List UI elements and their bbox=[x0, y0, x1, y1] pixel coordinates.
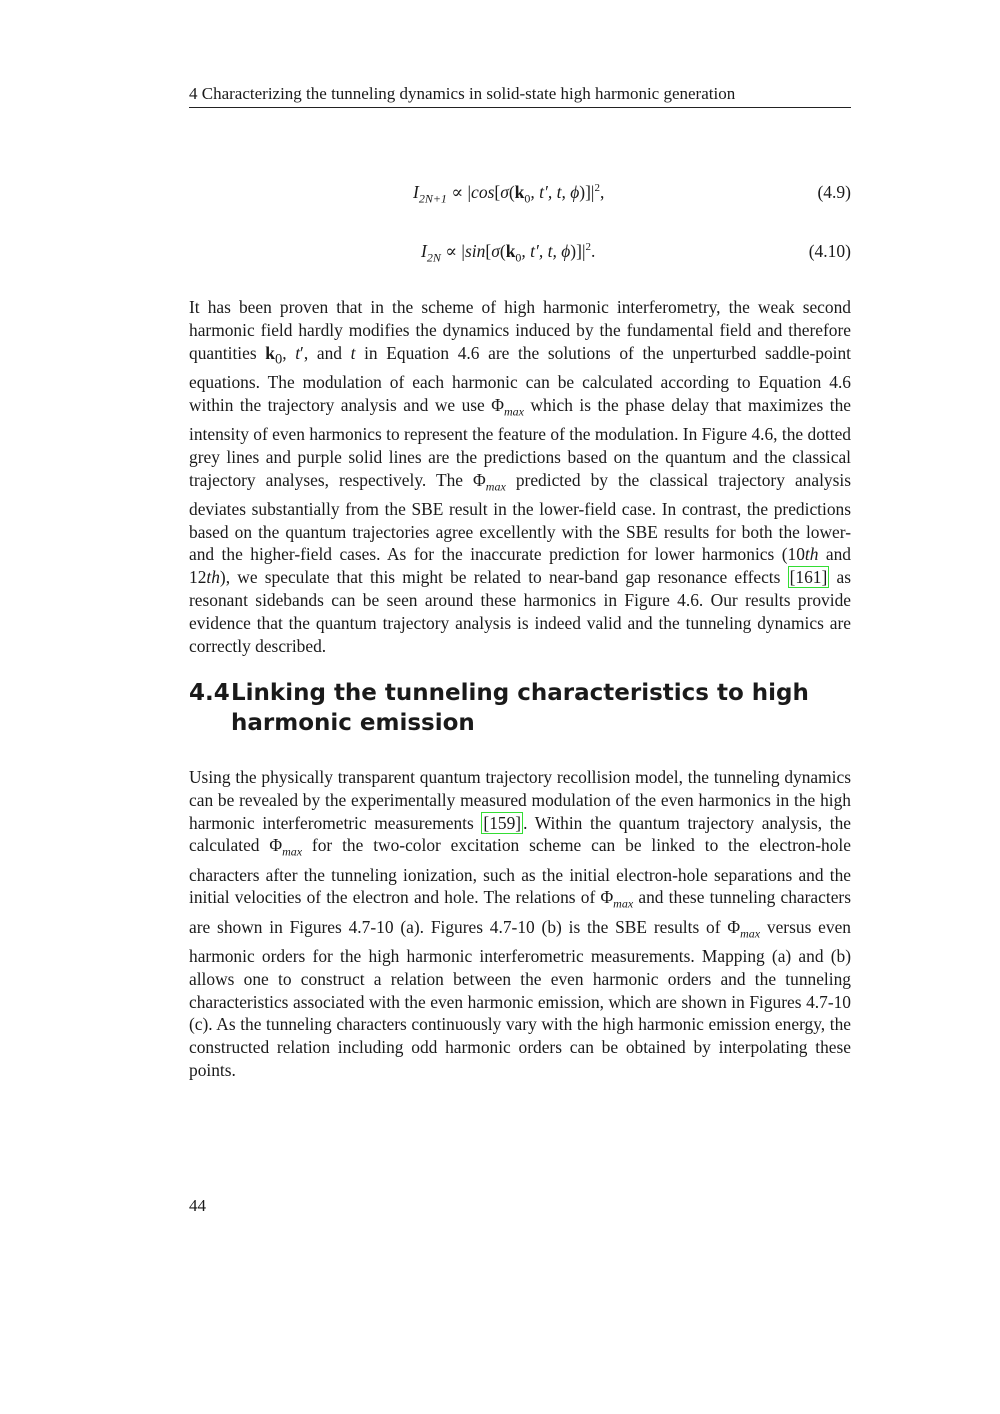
page-number: 44 bbox=[189, 1196, 206, 1215]
section-number: 4.4 bbox=[189, 680, 230, 706]
equation-4-9 bbox=[189, 182, 851, 208]
body-paragraph-1: It has been proven that in the scheme of high harmonic interferometry, the weak second harmonic field hardly modifies the dynamics induced by the fundamental field and therefore quantities $k_0$, t′, and t in Equation 4.6 are the solutions of the unperturbed saddle-point equations. The modulation of each harmonic can be calculated according to Equation 4.6 within the trajectory analysis and we use $\Phi_{max}$ which is the phase delay that maximizes the intensity of even harmonics to represent the feature of the modulation. In Figure 4.6, the dotted grey lines and purple solid lines are the predictions based on the quantum and the classical trajectory analyses, respectively. The $\Phi_{max}$ predicted by the classical trajectory analysis deviates substantially from the SBE result in the lower-field case. In contrast, the predictions based on the quantum trajectories agree excellently with the SBE results for both the lower- and the higher-field cases. As for the inaccurate prediction for lower harmonics (10th and 12th), we speculate that this might be related to near-band gap resonance effects [161] as resonant sidebands can be seen around these harmonics in Figure 4.6. Our results provide evidence that the quantum trajectory analysis is indeed valid and the tunneling dynamics are correctly described. bbox=[189, 297, 852, 656]
equation-4-9-expression: $I_{2N+1} \propto |\cos[\sigma(k_0$, t′, t, $\phi)]|^2$, bbox=[413, 182, 605, 206]
document-page bbox=[189, 0, 851, 1414]
equation-number: (4.9) bbox=[817, 182, 851, 202]
citation-link-159[interactable]: [159] bbox=[483, 812, 522, 833]
equation-number: (4.10) bbox=[808, 241, 851, 261]
citation-link-161[interactable]: [161] bbox=[789, 567, 828, 588]
equation-4-10-expression: $I_{2N} \propto |\sin[\sigma(k_0$, t′, t, $\phi)]|^2$. bbox=[421, 241, 596, 265]
equation-4-10 bbox=[189, 241, 851, 267]
body-paragraph-2: Using the physically transparent quantum trajectory recollision model, the tunneling dynamics can be revealed by the experimentally measured modulation of the even harmonics in the high harmonic interferometric measurements [159] . Within the quantum trajectory analysis, the calculated $\Phi_{max}$ for the two-color excitation scheme can be linked to the electron-hole characters after the tunneling ionization, such as the initial electron-hole separations and the initial velocities of the electron and hole. The relations of $\Phi_{max}$ and these tunneling characters are shown in Figures 4.7-10 (a). Figures 4.7-10 (b) is the SBE results of $\Phi_{max}$ versus even harmonic orders for the high harmonic interferometric measurements. Mapping (a) and (b) allows one to construct a relation between the even harmonic orders and the tunneling characteristics associated with the even harmonic emission, which are shown in Figures 4.7-10 (c). As the tunneling characters continuously vary with the high harmonic emission energy, the constructed relation including odd harmonic orders can be obtained by interpolating these points. bbox=[189, 767, 851, 1080]
section-title: Linking the tunneling characteristics to high harmonic emission bbox=[231, 680, 809, 736]
running-header: 4 Characterizing the tunneling dynamics in solid-state high harmonic generation bbox=[189, 84, 851, 108]
